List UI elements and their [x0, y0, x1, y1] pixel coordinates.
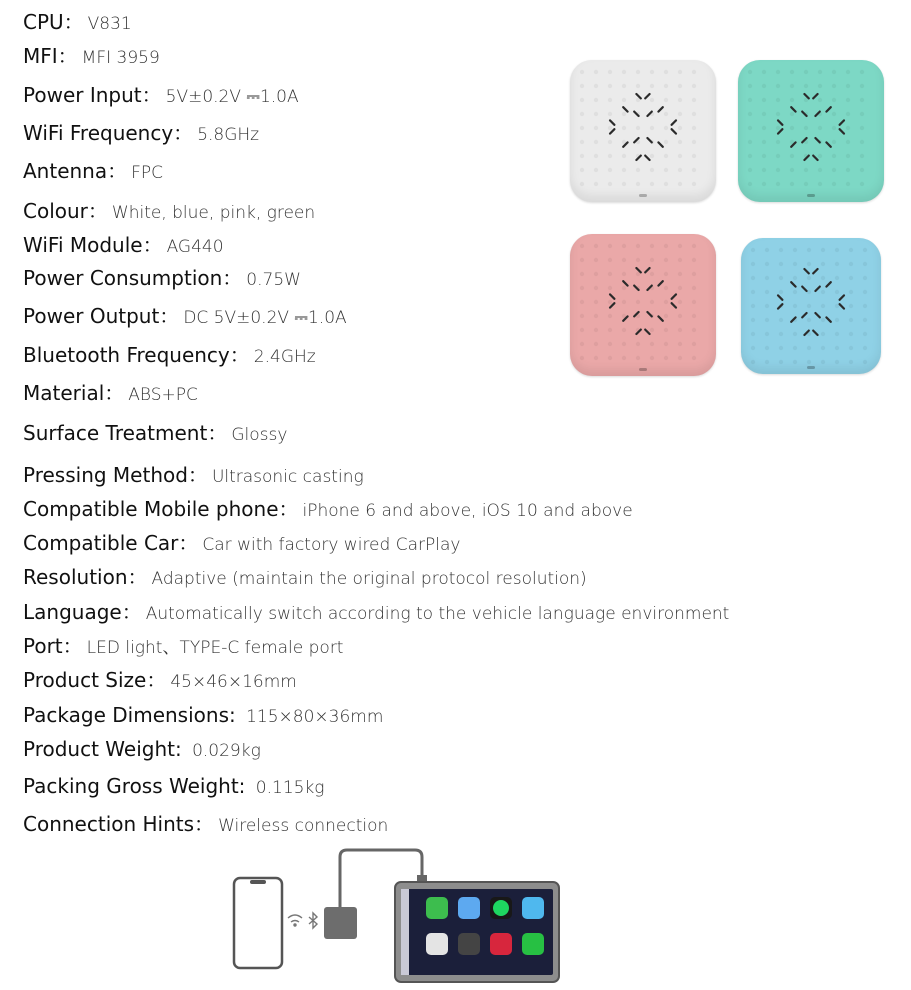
wifi-icon	[288, 915, 302, 926]
spec-value: 0.75W	[246, 270, 301, 290]
spec-row	[23, 123, 259, 144]
spec-label: MFI：	[23, 44, 78, 68]
spec-value: V831	[87, 14, 132, 34]
spec-label: CPU：	[23, 10, 84, 34]
spec-label: Power Input：	[23, 83, 162, 107]
spec-row	[23, 567, 587, 588]
spec-value: White, blue, pink, green	[111, 203, 316, 223]
spec-label: Compatible Mobile phone：	[23, 497, 299, 521]
spec-row	[23, 670, 297, 691]
spec-label: WiFi Module：	[23, 233, 163, 257]
spec-value: Ultrasonic casting	[211, 467, 364, 487]
spec-row	[23, 268, 301, 289]
spec-value: FPC	[131, 163, 164, 183]
vent-pattern-icon	[570, 60, 716, 202]
car-screen-icon	[395, 882, 559, 982]
spec-row	[23, 465, 364, 486]
spec-label: Pressing Method：	[23, 463, 208, 487]
spec-value: Glossy	[231, 425, 288, 445]
vent-pattern-icon	[741, 238, 881, 374]
vent-pattern-icon	[570, 234, 716, 376]
device-pink	[570, 234, 716, 376]
spec-row	[23, 776, 325, 797]
spec-label: Antenna：	[23, 159, 128, 183]
spec-label: Surface Treatment：	[23, 421, 228, 445]
spec-row	[23, 533, 460, 554]
spec-label: Language：	[23, 600, 142, 624]
spec-row	[23, 235, 224, 256]
spec-row	[23, 705, 383, 726]
spec-value: LED light、TYPE-C female port	[86, 638, 344, 658]
spec-value: 0.115kg	[255, 778, 325, 798]
spec-value: 5V±0.2V ⎓1.0A	[165, 87, 299, 107]
spec-label: WiFi Frequency：	[23, 121, 194, 145]
device-blue	[741, 238, 881, 374]
spec-value: Car with factory wired CarPlay	[202, 535, 461, 555]
spec-value: Wireless connection	[218, 816, 389, 836]
spec-label: Compatible Car：	[23, 531, 199, 555]
spec-value: 0.029kg	[192, 741, 261, 761]
device-white	[570, 60, 716, 202]
spec-row	[23, 12, 132, 33]
vent-pattern-icon	[738, 60, 884, 202]
spec-row	[23, 46, 160, 67]
spec-label: Product Size：	[23, 668, 167, 692]
spec-row	[23, 423, 287, 444]
spec-row	[23, 814, 388, 835]
spec-label: Bluetooth Frequency：	[23, 343, 250, 367]
spec-label: Resolution：	[23, 565, 148, 589]
spec-value: 2.4GHz	[253, 347, 316, 367]
spec-label: Power Output：	[23, 304, 180, 328]
bluetooth-icon	[309, 913, 317, 928]
spec-label: Package Dimensions:	[23, 703, 243, 727]
spec-row	[23, 201, 315, 222]
spec-row	[23, 161, 163, 182]
spec-row	[23, 602, 729, 623]
spec-value: 5.8GHz	[197, 125, 260, 145]
adapter-icon	[324, 907, 357, 939]
spec-value: DC 5V±0.2V ⎓1.0A	[183, 308, 347, 328]
spec-label: Packing Gross Weight:	[23, 774, 252, 798]
spec-row	[23, 499, 633, 520]
spec-row	[23, 636, 343, 657]
spec-value: Automatically switch according to the vehicle language environment	[145, 604, 730, 624]
spec-row	[23, 85, 299, 106]
spec-label: Material：	[23, 381, 125, 405]
spec-value: ABS+PC	[128, 385, 198, 405]
connection-diagram	[225, 845, 565, 985]
spec-row	[23, 345, 316, 366]
spec-row	[23, 383, 198, 404]
spec-label: Power Consumption：	[23, 266, 243, 290]
spec-value: Adaptive (maintain the original protocol resolution)	[151, 569, 587, 589]
spec-label: Product Weight:	[23, 737, 189, 761]
phone-icon	[234, 878, 282, 968]
spec-value: 45×46×16mm	[170, 672, 297, 692]
spec-row	[23, 306, 347, 327]
spec-value: MFI 3959	[81, 48, 160, 68]
spec-value: 115×80×36mm	[246, 707, 384, 727]
spec-label: Colour：	[23, 199, 108, 223]
spec-value: AG440	[166, 237, 224, 257]
spec-label: Port：	[23, 634, 83, 658]
spec-value: iPhone 6 and above, iOS 10 and above	[302, 501, 633, 521]
spec-label: Connection Hints：	[23, 812, 215, 836]
device-green	[738, 60, 884, 202]
spec-row	[23, 739, 261, 760]
